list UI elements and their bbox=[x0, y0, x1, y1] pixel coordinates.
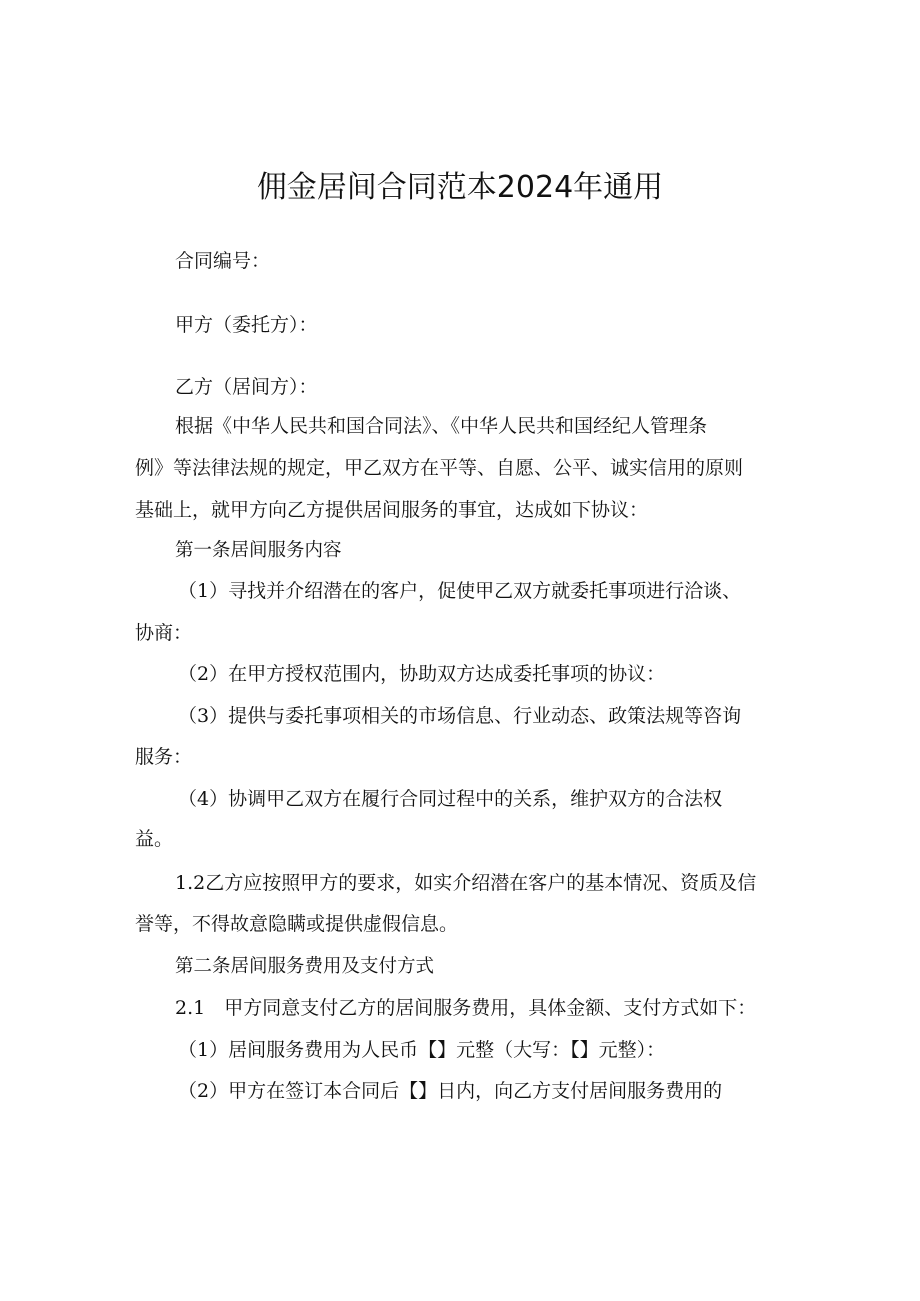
article-1-item-1-line-1: （1）寻找并介绍潜在的客户，促使甲乙双方就委托事项进行洽谈、 bbox=[178, 580, 742, 602]
clause-1-2-line-2: 誉等，不得故意隐瞒或提供虚假信息。 bbox=[135, 913, 459, 935]
article-1-heading: 第一条居间服务内容 bbox=[175, 540, 342, 561]
article-1-item-3-line-2: 服务： bbox=[135, 746, 193, 768]
article-1-item-3-line-1: （3）提供与委托事项相关的市场信息、行业动态、政策法规等咨询 bbox=[178, 705, 742, 727]
clause-2-1: 2.1 甲方同意支付乙方的居间服务费用，具体金额、支付方式如下： bbox=[175, 997, 757, 1019]
clause-1-2-line-1: 1.2乙方应按照甲方的要求，如实介绍潜在客户的基本情况、资质及信 bbox=[175, 872, 757, 894]
article-1-item-4-line-2: 益。 bbox=[135, 828, 174, 850]
preamble-line-2: 例》等法律法规的规定，甲乙双方在平等、自愿、公平、诚实信用的原则 bbox=[135, 457, 744, 479]
party-b-label: 乙方（居间方）： bbox=[175, 376, 318, 398]
article-1-item-2: （2）在甲方授权范围内，协助双方达成委托事项的协议： bbox=[178, 663, 666, 685]
preamble-line-3: 基础上，就甲方向乙方提供居间服务的事宜，达成如下协议： bbox=[135, 499, 649, 521]
article-1-item-4-line-1: （4）协调甲乙双方在履行合同过程中的关系，维护双方的合法权 bbox=[178, 788, 723, 810]
article-2-item-2: （2）甲方在签订本合同后【】日内，向乙方支付居间服务费用的 bbox=[178, 1080, 723, 1102]
article-2-item-1: （1）居间服务费用为人民币【】元整（大写：【】元整）： bbox=[178, 1039, 666, 1061]
preamble-line-1: 根据《中华人民共和国合同法》、《中华人民共和国经纪人管理条 bbox=[175, 415, 708, 437]
article-1-item-1-line-2: 协商： bbox=[135, 622, 193, 644]
contract-number-label: 合同编号： bbox=[175, 250, 271, 272]
document-title: 佣金居间合同范本2024年通用 bbox=[256, 170, 664, 205]
party-a-label: 甲方（委托方）： bbox=[175, 314, 318, 336]
article-2-heading: 第二条居间服务费用及支付方式 bbox=[175, 956, 435, 977]
